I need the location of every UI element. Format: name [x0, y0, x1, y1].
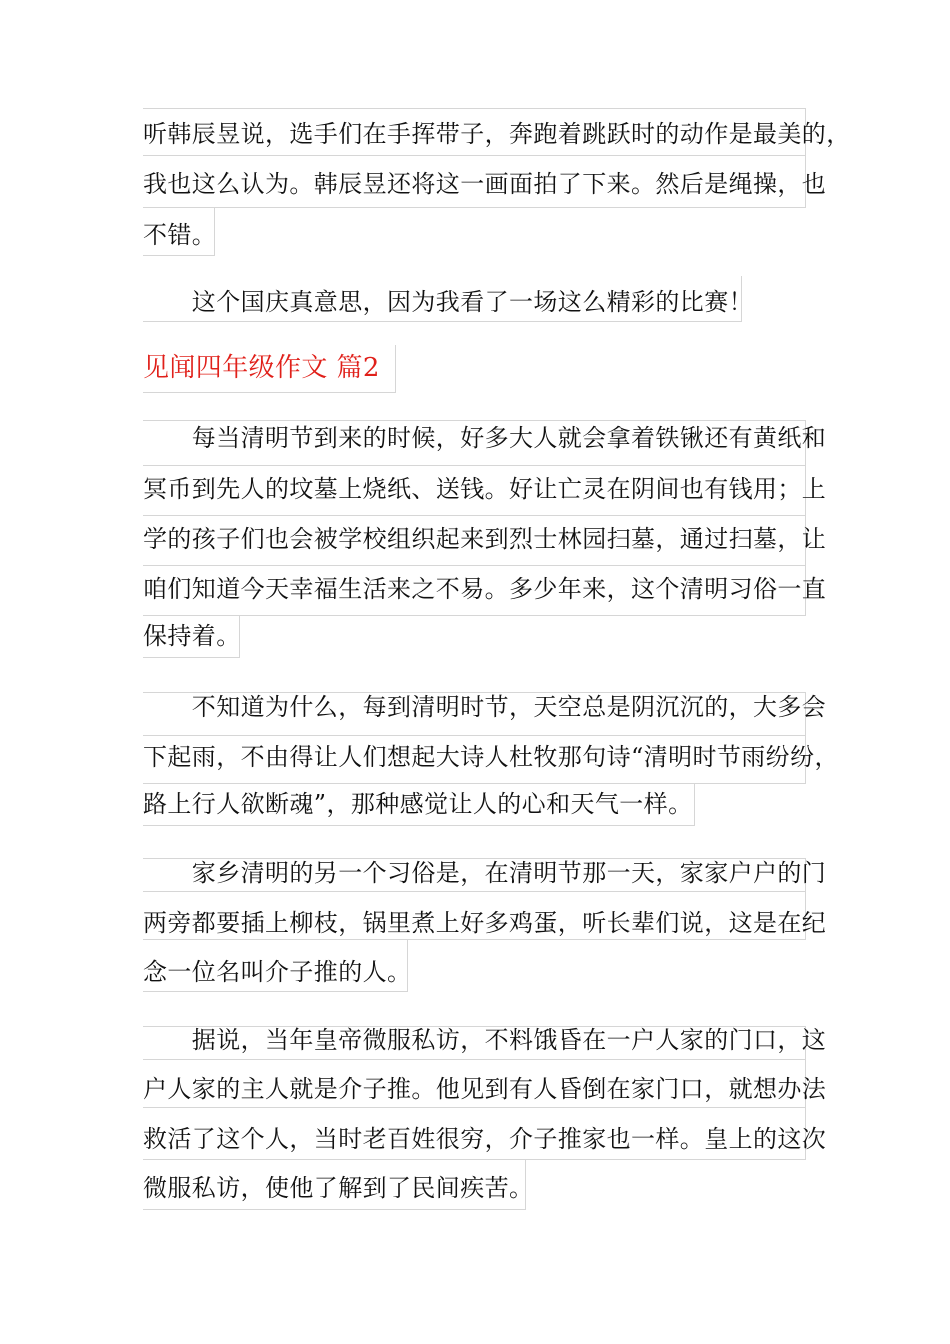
paragraph-line: 每当清明节到来的时候，好多大人就会拿着铁锹还有黄纸和 [143, 424, 827, 452]
paragraph-line: 救活了这个人，当时老百姓很穷，介子推家也一样。皇上的这次 [143, 1125, 827, 1153]
paragraph-line: 咱们知道今天幸福生活来之不易。多少年来，这个清明习俗一直 [143, 575, 827, 603]
paragraph-line: 下起雨，不由得让人们想起大诗人杜牧那句诗“清明时节雨纷纷， [143, 743, 839, 771]
paragraph-line: 家乡清明的另一个习俗是，在清明节那一天，家家户户的门 [143, 859, 827, 887]
paragraph-line: 两旁都要插上柳枝，锅里煮上好多鸡蛋，听长辈们说，这是在纪 [143, 909, 827, 937]
paragraph-line: 保持着。 [143, 622, 241, 650]
section-heading: 见闻四年级作文 篇2 [143, 353, 380, 383]
paragraph-line: 听韩辰昱说，选手们在手挥带子，奔跑着跳跃时的动作是最美的， [143, 120, 851, 148]
paragraph-line: 不错。 [143, 221, 217, 249]
paragraph-line: 学的孩子们也会被学校组织起来到烈士林园扫墓，通过扫墓，让 [143, 525, 827, 553]
paragraph-line: 念一位名叫介子推的人。 [143, 958, 412, 986]
paragraph-line: 路上行人欲断魂”，那种感觉让人的心和天气一样。 [143, 790, 693, 818]
paragraph-line: 不知道为什么，每到清明时节，天空总是阴沉沉的，大多会 [143, 693, 827, 721]
paragraph-line: 微服私访，使他了解到了民间疾苦。 [143, 1174, 534, 1202]
paragraph-line: 冥币到先人的坟墓上烧纸、送钱。好让亡灵在阴间也有钱用；上 [143, 475, 827, 503]
paragraph-line: 我也这么认为。韩辰昱还将这一画面拍了下来。然后是绳操，也 [143, 170, 827, 198]
paragraph-line: 据说，当年皇帝微服私访，不料饿昏在一户人家的门口，这 [143, 1026, 827, 1054]
paragraph-line: 户人家的主人就是介子推。他见到有人昏倒在家门口，就想办法 [143, 1075, 827, 1103]
paragraph-line: 这个国庆真意思，因为我看了一场这么精彩的比赛！ [143, 288, 753, 316]
